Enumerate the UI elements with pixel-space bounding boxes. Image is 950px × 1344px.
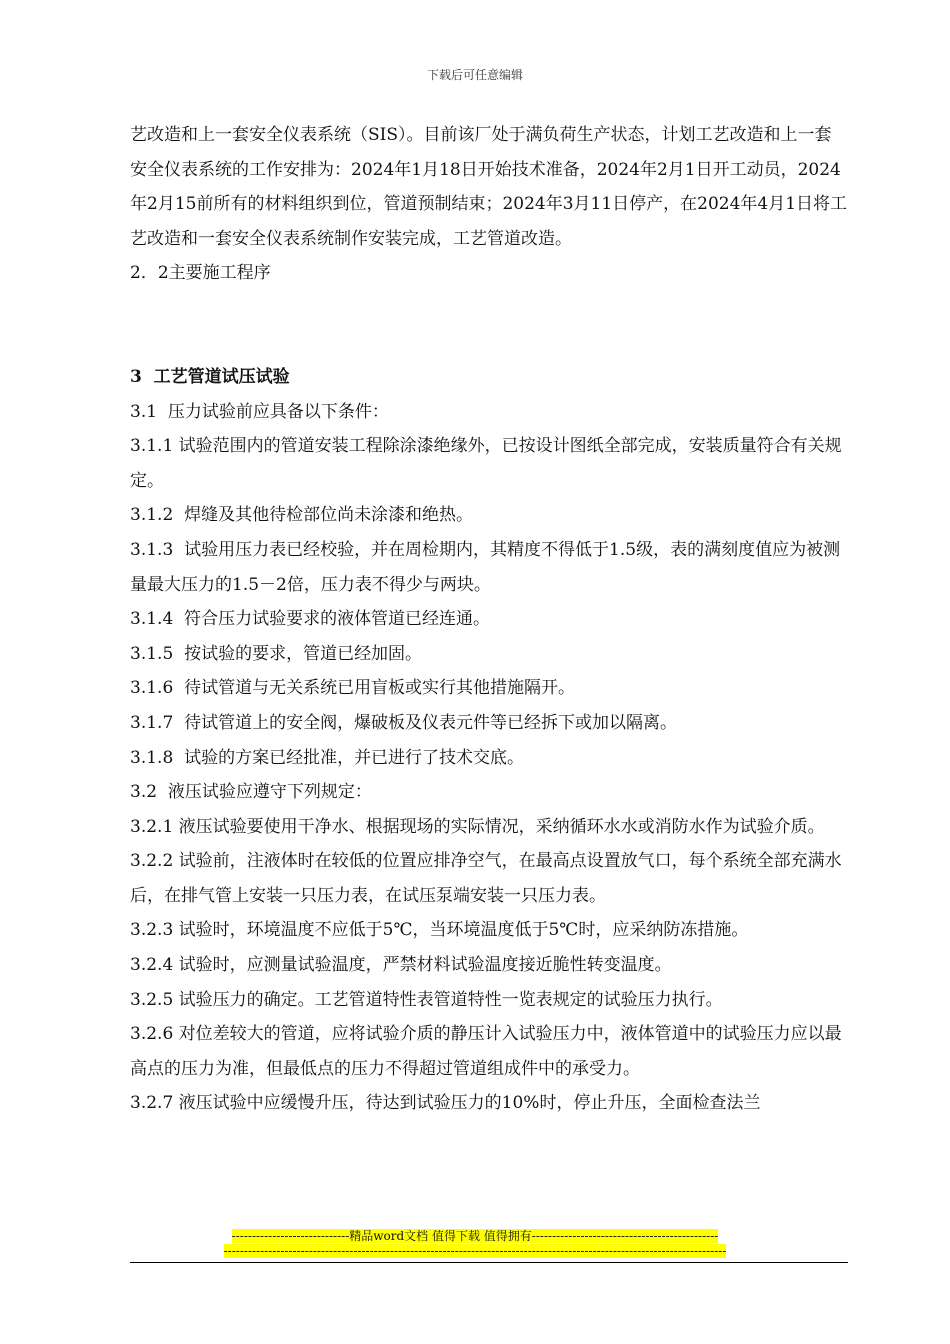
list-item: 3.2.6 对位差较大的管道，应将试验介质的静压计入试验压力中，液体管道中的试验压力应以最高点的压力为准，但最低点的压力不得超过管道组成件中的承受力。 bbox=[130, 1024, 842, 1079]
list-item: 3.2.2 试验前，注液体时在较低的位置应排净空气，在最高点设置放气口，每个系统全部充满水后，在排气管上安装一只压力表，在试压泵端安装一只压力表。 bbox=[130, 851, 842, 906]
footer-dashes-text: ---------------------------------------------------------------------------------------------------------------------------- bbox=[223, 1244, 727, 1258]
list-item: 3.1.1 试验范围内的管道安装工程除涂漆绝缘外，已按设计图纸全部完成，安装质量符合有关规定。 bbox=[130, 436, 842, 491]
blank-gap bbox=[130, 291, 848, 360]
list-item: 3.1.4 符合压力试验要求的液体管道已经连通。 bbox=[130, 609, 491, 630]
list-item: 3.2.7 液压试验中应缓慢升压，待达到试验压力的10%时，停止升压，全面检查法兰 bbox=[130, 1093, 761, 1114]
list-item: 3.2.3 试验时，环境温度不应低于5℃，当环境温度低于5℃时，应采纳防冻措施。 bbox=[130, 920, 749, 941]
list-item: 3.1.2 焊缝及其他待检部位尚未涂漆和绝热。 bbox=[130, 505, 474, 526]
list-item: 3.2 液压试验应遵守下列规定： bbox=[130, 782, 372, 803]
list-item: 3.1.5 按试验的要求，管道已经加固。 bbox=[130, 643, 423, 664]
footer-dashes bbox=[0, 1244, 950, 1259]
paragraph-intro: 艺改造和上一套安全仪表系统（SIS）。目前该厂处于满负荷生产状态，计划工艺改造和上一套安全仪表系统的工作安排为：2024年1月18日开始技术准备，2024年2月1日开工动员，2024年2月15前所有的材料组织到位，管道预制结束；2024年3月11日停产，在2024年4月1日将工艺改造和一套安全仪表系统制作安装完成，工艺管道改造。 bbox=[130, 125, 848, 249]
footer-banner bbox=[0, 1229, 950, 1244]
list-item: 3.1.3 试验用压力表已经校验，并在周检期内，其精度不得低于1.5级，表的满刻度值应为被测量最大压力的1.5－2倍，压力表不得少与两块。 bbox=[130, 539, 841, 595]
document-body bbox=[130, 118, 848, 1121]
section-heading: 3 工艺管道试压试验 bbox=[130, 366, 290, 387]
list-item: 3.1.6 待试管道与无关系统已用盲板或实行其他措施隔开。 bbox=[130, 678, 576, 699]
footer-divider bbox=[130, 1262, 848, 1263]
list-item: 3.1.7 待试管道上的安全阀，爆破板及仪表元件等已经拆下或加以隔离。 bbox=[130, 712, 678, 733]
paragraph-subheading: 2．2主要施工程序 bbox=[130, 263, 271, 284]
footer-banner-text: -----------------------------精品word文档 值得下载 值得拥有---------------------------------------------- bbox=[231, 1229, 719, 1243]
list-item: 3.1 压力试验前应具备以下条件： bbox=[130, 401, 389, 422]
page-header: 下载后可任意编辑 bbox=[426, 68, 523, 82]
list-item: 3.1.8 试验的方案已经批准，并已进行了技术交底。 bbox=[130, 747, 525, 768]
list-item: 3.2.4 试验时，应测量试验温度，严禁材料试验温度接近脆性转变温度。 bbox=[130, 955, 672, 976]
list-item: 3.2.1 液压试验要使用干净水、根据现场的实际情况，采纳循环水水或消防水作为试验介质。 bbox=[130, 816, 825, 837]
list-item: 3.2.5 试验压力的确定。工艺管道特性表管道特性一览表规定的试验压力执行。 bbox=[130, 989, 723, 1010]
